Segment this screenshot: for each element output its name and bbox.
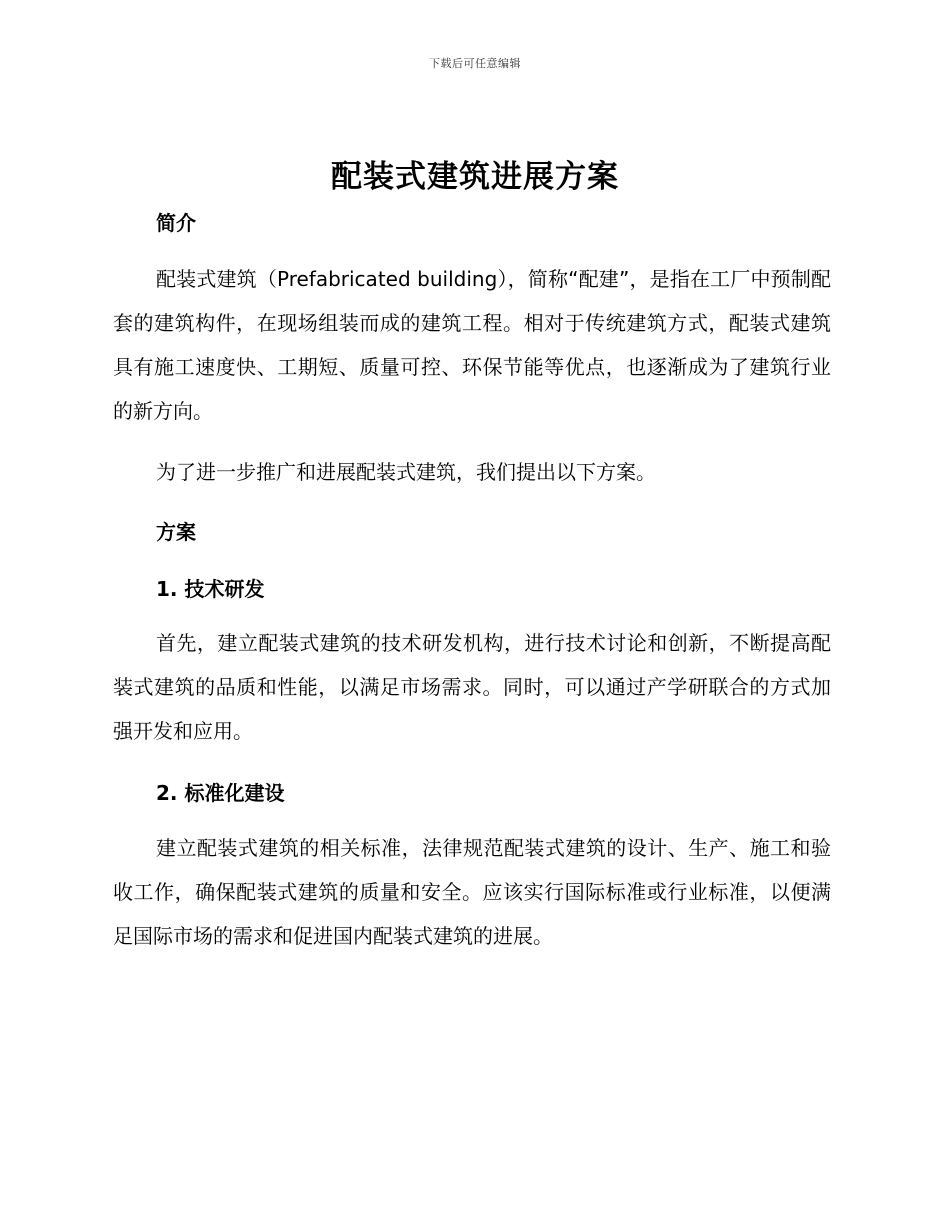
page-header-note: 下载后可任意编辑 <box>429 57 521 70</box>
section-heading-standardization: 2. 标准化建设 <box>156 781 285 805</box>
section-paragraph-standardization: 建立配装式建筑的相关标准，法律规范配装式建筑的设计、生产、施工和验收工作，确保配装式建筑的质量和安全。应该实行国际标准或行业标准，以便满足国际市场的需求和促进国内配装式建筑的进展。 <box>113 836 831 948</box>
section-heading-tech-rd: 1. 技术研发 <box>156 577 265 601</box>
plan-heading: 方案 <box>156 520 196 544</box>
intro-paragraph: 配装式建筑（Prefabricated building），简称“配建”，是指在工厂中预制配套的建筑构件，在现场组装而成的建筑工程。相对于传统建筑方式，配装式建筑具有施工速度快、工期短、质量可控、环保节能等优点，也逐渐成为了建筑行业的新方向。 <box>113 267 831 423</box>
section-paragraph-tech-rd: 首先，建立配装式建筑的技术研发机构，进行技术讨论和创新，不断提高配装式建筑的品质和性能，以满足市场需求。同时，可以通过产学研联合的方式加强开发和应用。 <box>113 631 831 743</box>
document-title: 配装式建筑进展方案 <box>331 159 619 195</box>
intro-followup-paragraph: 为了进一步推广和进展配装式建筑，我们提出以下方案。 <box>156 460 656 484</box>
intro-heading: 简介 <box>156 211 196 235</box>
